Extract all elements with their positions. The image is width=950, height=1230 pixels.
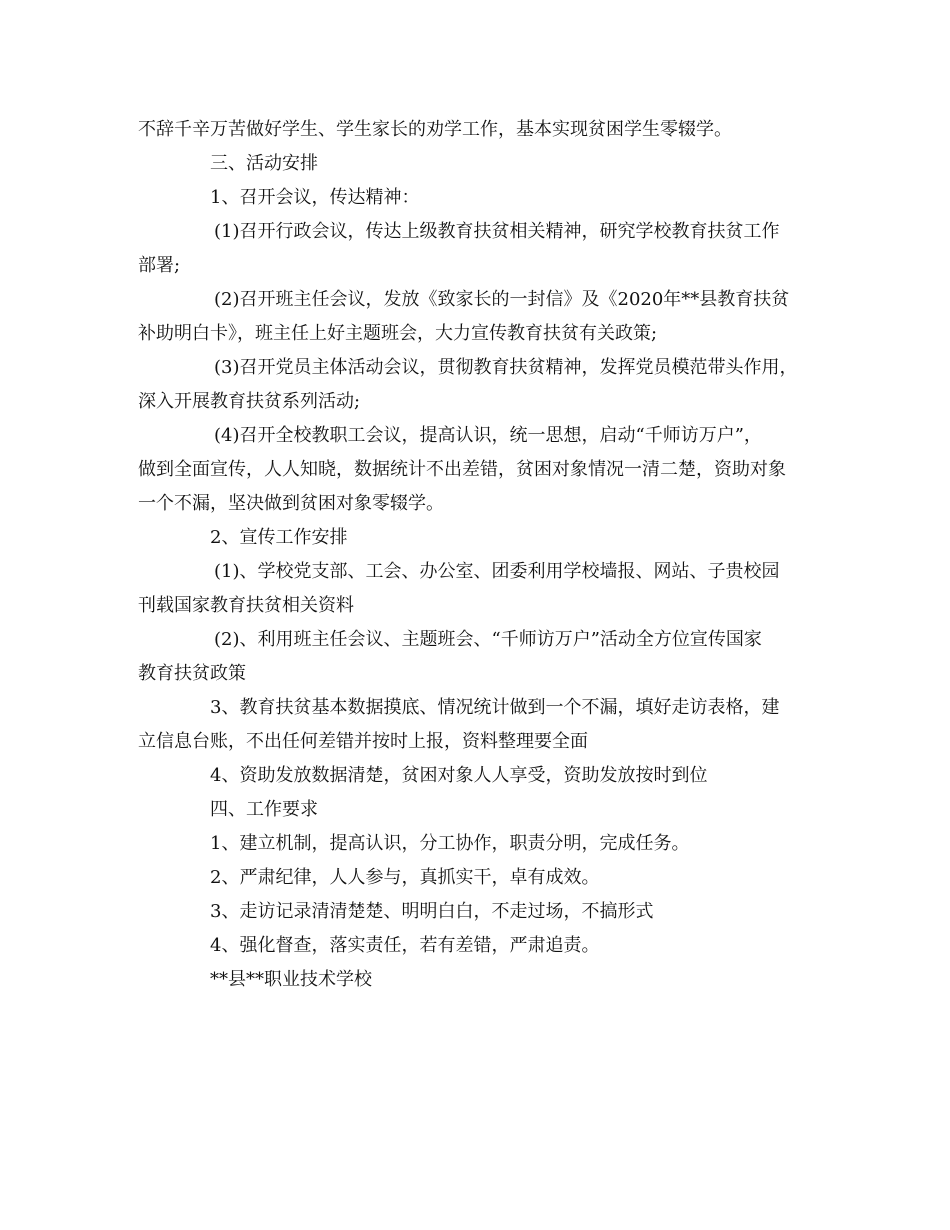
body-line: (2)召开班主任会议，发放《致家长的一封信》及《2020年**县教育扶贫 — [214, 289, 790, 310]
body-line: 4、资助发放数据清楚，贫困对象人人享受，资助发放按时到位 — [210, 765, 708, 786]
signature-school-name: **县**职业技术学校 — [210, 969, 372, 990]
body-line: (4)召开全校教职工会议，提高认识，统一思想，启动“千师访万户”， — [214, 425, 762, 446]
body-line: 立信息台账，不出任何差错并按时上报，资料整理要全面 — [138, 731, 588, 752]
subsection-heading: 2、宣传工作安排 — [210, 527, 348, 548]
body-line: 3、教育扶贫基本数据摸底、情况统计做到一个不漏，填好走访表格，建 — [210, 697, 780, 718]
body-line: 深入开展教育扶贫系列活动; — [138, 391, 361, 412]
subsection-heading: 1、召开会议，传达精神： — [210, 187, 420, 208]
body-line: 一个不漏，坚决做到贫困对象零辍学。 — [138, 493, 444, 514]
body-line: (1)、学校党支部、工会、办公室、团委利用学校墙报、网站、子贵校园 — [214, 561, 780, 582]
body-line: 做到全面宣传，人人知晓，数据统计不出差错，贫困对象情况一清二楚，资助对象 — [138, 459, 786, 480]
body-line: (3)召开党员主体活动会议，贯彻教育扶贫精神，发挥党员模范带头作用， — [214, 357, 798, 378]
list-item: 3、走访记录清清楚楚、明明白白，不走过场，不搞形式 — [210, 901, 654, 922]
list-item: 1、建立机制，提高认识，分工协作，职责分明，完成任务。 — [210, 833, 690, 854]
list-item: 4、强化督查，落实责任，若有差错，严肃追责。 — [210, 935, 600, 956]
body-line: 不辞千辛万苦做好学生、学生家长的劝学工作，基本实现贫困学生零辍学。 — [138, 119, 732, 140]
document-body — [138, 113, 818, 997]
body-line: (2)、利用班主任会议、主题班会、“千师访万户”活动全方位宣传国家 — [214, 629, 762, 650]
body-line: (1)召开行政会议，传达上级教育扶贫相关精神，研究学校教育扶贫工作 — [214, 221, 780, 242]
body-line: 教育扶贫政策 — [138, 663, 246, 684]
list-item: 2、严肃纪律，人人参与，真抓实干，卓有成效。 — [210, 867, 600, 888]
body-line: 补助明白卡》，班主任上好主题班会，大力宣传教育扶贫有关政策; — [138, 323, 658, 344]
section-heading: 四、工作要求 — [210, 799, 318, 820]
body-line: 刊载国家教育扶贫相关资料 — [138, 595, 354, 616]
section-heading: 三、活动安排 — [210, 153, 318, 174]
body-line: 部署; — [138, 255, 181, 276]
